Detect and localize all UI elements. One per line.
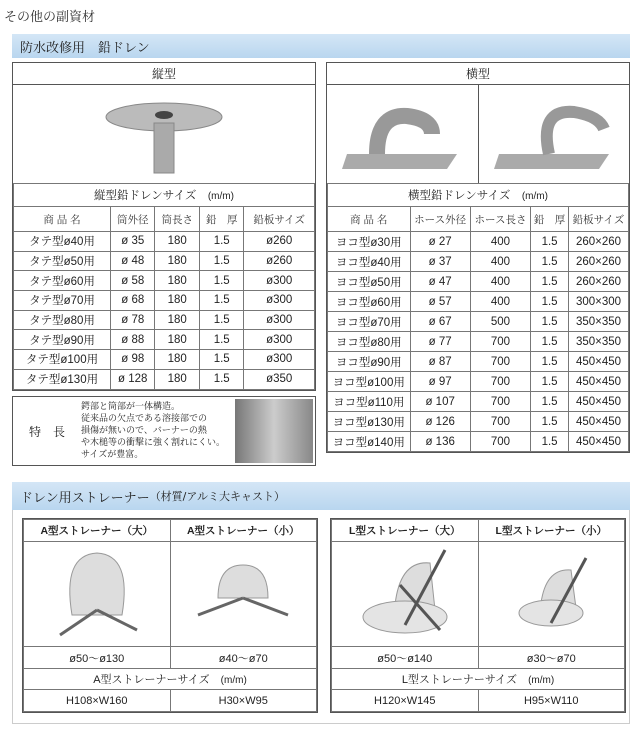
table-cell: 300×300 xyxy=(568,292,628,312)
features-label: 特 長 xyxy=(28,424,65,439)
table-cell: 1.5 xyxy=(531,332,569,352)
unit: (m/m) xyxy=(220,675,247,686)
table-cell: タテ型ø40用 xyxy=(14,232,111,252)
table-row xyxy=(328,232,629,252)
table-row xyxy=(14,291,315,311)
table-cell: 180 xyxy=(155,369,199,389)
feature-line: 損傷が無いので、バーナーの熱 xyxy=(81,426,207,436)
strainer-dims: H120×W145 xyxy=(332,690,479,712)
table-cell: タテ型ø50用 xyxy=(14,251,111,271)
table-cell: 400 xyxy=(470,292,530,312)
table-cell: ヨコ型ø60用 xyxy=(328,292,411,312)
vertical-drain-panel xyxy=(12,62,316,391)
table-cell: ø 128 xyxy=(111,369,155,389)
table-cell: 700 xyxy=(470,352,530,372)
table-cell: 260×260 xyxy=(568,272,628,292)
table-cell: タテ型ø130用 xyxy=(14,369,111,389)
table-cell: ø 47 xyxy=(410,272,470,292)
section-header-lead-drain: 防水改修用 鉛ドレン xyxy=(12,34,630,58)
strainer-name: L型ストレーナー（大） xyxy=(332,520,479,542)
table-cell: タテ型ø90用 xyxy=(14,330,111,350)
strainer-size-title: L型ストレーナーサイズ xyxy=(401,674,518,686)
table-cell: ø 87 xyxy=(410,352,470,372)
table-cell: タテ型ø60用 xyxy=(14,271,111,291)
table-cell: タテ型ø70用 xyxy=(14,291,111,311)
strainer-image xyxy=(170,542,317,647)
table-cell: ヨコ型ø100用 xyxy=(328,372,411,392)
column-header: 鉛板サイズ xyxy=(568,207,628,232)
feature-line: や木槌等の衝撃に強く割れにくい。 xyxy=(81,438,226,448)
strainer-size-title: A型ストレーナーサイズ xyxy=(93,674,210,686)
table-cell: ø 48 xyxy=(111,251,155,271)
table-row xyxy=(328,272,629,292)
table-cell: ヨコ型ø30用 xyxy=(328,232,411,252)
table-cell: 180 xyxy=(155,310,199,330)
table-cell: ø 88 xyxy=(111,330,155,350)
table-cell: ø300 xyxy=(244,310,315,330)
strainer-range: ø40～ø70 xyxy=(170,647,317,669)
section-header-strainer xyxy=(12,482,630,510)
table-cell: 700 xyxy=(470,412,530,432)
table-cell: 1.5 xyxy=(199,330,243,350)
strainer-range: ø50～ø130 xyxy=(24,647,171,669)
column-header: 鉛 厚 xyxy=(531,207,569,232)
unit: (m/m) xyxy=(528,675,555,686)
table-cell: 180 xyxy=(155,330,199,350)
table-cell: 1.5 xyxy=(199,251,243,271)
table-cell: 400 xyxy=(470,232,530,252)
strainer-name: L型ストレーナー（小） xyxy=(478,520,625,542)
strainer-name: A型ストレーナー（小） xyxy=(170,520,317,542)
features-panel xyxy=(12,396,316,466)
table-cell: 700 xyxy=(470,332,530,352)
table-cell: タテ型ø80用 xyxy=(14,310,111,330)
horizontal-drain-panel xyxy=(326,62,630,453)
feature-line: 鍔部と筒部が一体構造。 xyxy=(81,402,181,412)
column-header: 鉛板サイズ xyxy=(244,207,315,232)
table-cell: 1.5 xyxy=(531,232,569,252)
table-cell: 1.5 xyxy=(531,372,569,392)
column-header: ホース外径 xyxy=(410,207,470,232)
table-row xyxy=(14,330,315,350)
unit: (m/m) xyxy=(521,191,548,202)
table-cell: 1.5 xyxy=(531,392,569,412)
column-header: 鉛 厚 xyxy=(199,207,243,232)
horizontal-size-table xyxy=(327,183,629,452)
table-cell: ø 37 xyxy=(410,252,470,272)
strainer-image xyxy=(24,542,171,647)
table-cell: 1.5 xyxy=(199,232,243,252)
table-cell: ø300 xyxy=(244,330,315,350)
strainer-dims: H108×W160 xyxy=(24,690,171,712)
table-cell: 450×450 xyxy=(568,412,628,432)
table-cell: ø 77 xyxy=(410,332,470,352)
horizontal-header: 横型 xyxy=(327,63,629,85)
table-cell: ヨコ型ø70用 xyxy=(328,312,411,332)
vertical-size-title: 縦型鉛ドレンサイズ xyxy=(94,190,197,202)
table-cell: ø 35 xyxy=(111,232,155,252)
table-cell: ø 58 xyxy=(111,271,155,291)
vertical-size-table xyxy=(13,183,315,390)
strainer-dims: H95×W110 xyxy=(478,690,625,712)
table-cell: タテ型ø100用 xyxy=(14,350,111,370)
strainer-title: ドレン用ストレーナー xyxy=(20,490,150,506)
table-row xyxy=(14,310,315,330)
horizontal-drain-images xyxy=(327,85,629,183)
table-cell: 260×260 xyxy=(568,252,628,272)
unit: (m/m) xyxy=(207,191,234,202)
table-cell: ø 126 xyxy=(410,412,470,432)
table-cell: ø 67 xyxy=(410,312,470,332)
table-cell: 1.5 xyxy=(531,312,569,332)
table-cell: 450×450 xyxy=(568,392,628,412)
feature-line: サイズが豊富。 xyxy=(81,450,144,460)
table-cell: 1.5 xyxy=(199,369,243,389)
strainer-image xyxy=(332,542,479,647)
table-cell: ヨコ型ø40用 xyxy=(328,252,411,272)
table-cell: 1.5 xyxy=(199,291,243,311)
strainer-dims: H30×W95 xyxy=(170,690,317,712)
table-cell: 260×260 xyxy=(568,232,628,252)
table-cell: 350×350 xyxy=(568,312,628,332)
table-row xyxy=(14,350,315,370)
table-row xyxy=(328,292,629,312)
table-cell: ø 136 xyxy=(410,432,470,452)
table-cell: ヨコ型ø50用 xyxy=(328,272,411,292)
table-cell: 700 xyxy=(470,392,530,412)
table-cell: 1.5 xyxy=(531,432,569,452)
strainer-image xyxy=(478,542,625,647)
table-row xyxy=(14,251,315,271)
table-cell: ø300 xyxy=(244,291,315,311)
strainer-material: （材質/アルミ大キャスト） xyxy=(149,490,285,503)
column-header: 筒長さ xyxy=(155,207,199,232)
column-header: 商 品 名 xyxy=(328,207,411,232)
table-cell: 450×450 xyxy=(568,352,628,372)
table-cell: ø260 xyxy=(244,232,315,252)
table-cell: 180 xyxy=(155,271,199,291)
table-row xyxy=(328,392,629,412)
table-cell: ø350 xyxy=(244,369,315,389)
strainer-name: A型ストレーナー（大） xyxy=(24,520,171,542)
a-type-strainer-panel xyxy=(22,518,318,713)
table-cell: 700 xyxy=(470,372,530,392)
table-row xyxy=(328,312,629,332)
table-row xyxy=(328,372,629,392)
table-cell: ø 27 xyxy=(410,232,470,252)
column-header: ホース長さ xyxy=(470,207,530,232)
table-cell: 1.5 xyxy=(531,352,569,372)
page-title: その他の副資材 xyxy=(4,10,96,25)
table-cell: ø300 xyxy=(244,350,315,370)
table-cell: 180 xyxy=(155,291,199,311)
table-cell: ø260 xyxy=(244,251,315,271)
feature-line: 従来品の欠点である溶接部での xyxy=(81,414,208,424)
table-cell: 1.5 xyxy=(531,252,569,272)
table-cell: 1.5 xyxy=(199,310,243,330)
table-cell: ヨコ型ø90用 xyxy=(328,352,411,372)
table-row xyxy=(328,252,629,272)
vertical-header: 縦型 xyxy=(13,63,315,85)
table-cell: 1.5 xyxy=(199,350,243,370)
table-row xyxy=(14,271,315,291)
table-cell: ø 68 xyxy=(111,291,155,311)
table-row xyxy=(328,412,629,432)
table-cell: 500 xyxy=(470,312,530,332)
table-cell: 1.5 xyxy=(531,412,569,432)
table-row xyxy=(328,432,629,452)
vertical-drain-image xyxy=(13,85,315,183)
table-cell: 400 xyxy=(470,272,530,292)
table-cell: 700 xyxy=(470,432,530,452)
table-cell: 180 xyxy=(155,232,199,252)
table-cell: 1.5 xyxy=(531,272,569,292)
table-row xyxy=(328,352,629,372)
horizontal-size-title: 横型鉛ドレンサイズ xyxy=(408,190,511,202)
table-row xyxy=(14,369,315,389)
table-cell: 400 xyxy=(470,252,530,272)
table-cell: ヨコ型ø110用 xyxy=(328,392,411,412)
table-cell: 350×350 xyxy=(568,332,628,352)
table-cell: 1.5 xyxy=(199,271,243,291)
table-cell: ø 107 xyxy=(410,392,470,412)
column-header: 商 品 名 xyxy=(14,207,111,232)
table-cell: ø 57 xyxy=(410,292,470,312)
table-cell: ø 98 xyxy=(111,350,155,370)
table-cell: ヨコ型ø140用 xyxy=(328,432,411,452)
l-type-strainer-panel xyxy=(330,518,626,713)
table-cell: ヨコ型ø80用 xyxy=(328,332,411,352)
strainer-range: ø50～ø140 xyxy=(332,647,479,669)
table-cell: ø 97 xyxy=(410,372,470,392)
column-header: 筒外径 xyxy=(111,207,155,232)
table-cell: ヨコ型ø130用 xyxy=(328,412,411,432)
table-row xyxy=(328,332,629,352)
table-cell: 450×450 xyxy=(568,372,628,392)
table-cell: ø 78 xyxy=(111,310,155,330)
table-cell: ø300 xyxy=(244,271,315,291)
table-cell: 1.5 xyxy=(531,292,569,312)
table-row xyxy=(14,232,315,252)
table-cell: 450×450 xyxy=(568,432,628,452)
strainer-range: ø30～ø70 xyxy=(478,647,625,669)
table-cell: 180 xyxy=(155,350,199,370)
table-cell: 180 xyxy=(155,251,199,271)
drain-closeup-image xyxy=(235,399,313,463)
